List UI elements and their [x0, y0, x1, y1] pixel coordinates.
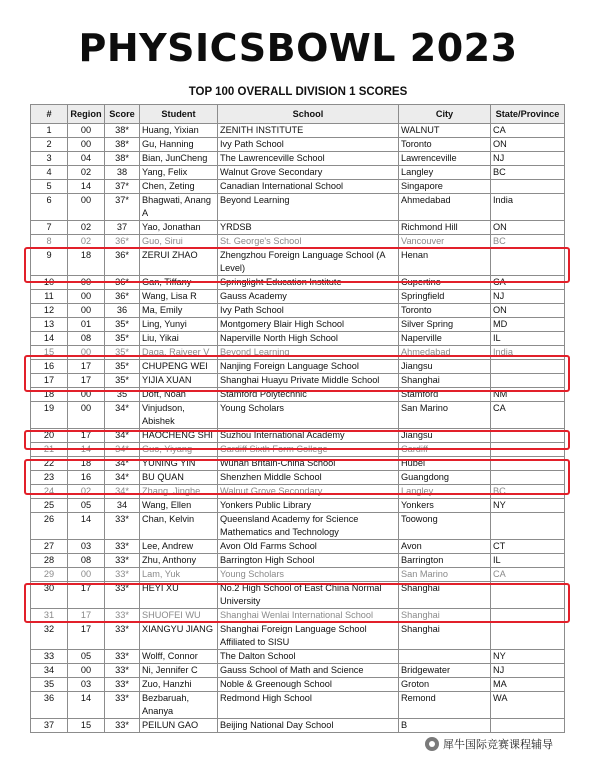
- cell-score: 35*: [105, 360, 140, 374]
- cell-rank: 14: [31, 332, 68, 346]
- cell-student: ZERUI ZHAO: [140, 249, 218, 276]
- table-row: [31, 138, 565, 152]
- cell-region: 04: [68, 152, 105, 166]
- cell-city: Cardiff: [399, 443, 491, 457]
- cell-school: St. George's School: [218, 235, 399, 249]
- cell-rank: 30: [31, 582, 68, 609]
- physicsbowl-logo: PHYSICSBOWL 2023: [78, 26, 518, 70]
- cell-student: Ling, Yunyi: [140, 318, 218, 332]
- cell-state: ON: [491, 304, 565, 318]
- cell-rank: 32: [31, 623, 68, 650]
- cell-school: Montgomery Blair High School: [218, 318, 399, 332]
- cell-state: ON: [491, 221, 565, 235]
- cell-region: 14: [68, 443, 105, 457]
- cell-rank: 23: [31, 471, 68, 485]
- cell-student: HAOCHENG SHI: [140, 429, 218, 443]
- cell-city: Henan: [399, 249, 491, 276]
- table-row: [31, 124, 565, 138]
- cell-rank: 8: [31, 235, 68, 249]
- table-row: [31, 678, 565, 692]
- cell-city: Avon: [399, 540, 491, 554]
- cell-student: Guo, Yiyang: [140, 443, 218, 457]
- highlight-box-row-20: [24, 430, 570, 450]
- cell-score: 34: [105, 499, 140, 513]
- cell-city: Richmond Hill: [399, 221, 491, 235]
- cell-school: Beijing National Day School: [218, 719, 399, 733]
- cell-rank: 7: [31, 221, 68, 235]
- cell-school: Shenzhen Middle School: [218, 471, 399, 485]
- cell-student: Vinjudson, Abishek: [140, 402, 218, 429]
- cell-city: Cupertino: [399, 276, 491, 290]
- cell-region: 00: [68, 138, 105, 152]
- cell-student: Chen, Zeting: [140, 180, 218, 194]
- table-row: [31, 650, 565, 664]
- cell-city: Langley: [399, 166, 491, 180]
- cell-score: 36*: [105, 290, 140, 304]
- cell-region: 14: [68, 692, 105, 719]
- cell-student: Lee, Andrew: [140, 540, 218, 554]
- cell-region: 02: [68, 235, 105, 249]
- cell-region: 08: [68, 332, 105, 346]
- table-row: [31, 623, 565, 650]
- cell-city: Shanghai: [399, 609, 491, 623]
- cell-region: 02: [68, 166, 105, 180]
- cell-city: Toronto: [399, 304, 491, 318]
- cell-school: Walnut Grove Secondary: [218, 166, 399, 180]
- cell-student: Yang, Felix: [140, 166, 218, 180]
- cell-score: 33*: [105, 692, 140, 719]
- cell-school: Ivy Path School: [218, 138, 399, 152]
- cell-student: Bian, JunCheng: [140, 152, 218, 166]
- cell-region: 01: [68, 318, 105, 332]
- cell-region: 02: [68, 221, 105, 235]
- table-row: [31, 152, 565, 166]
- cell-state: MA: [491, 678, 565, 692]
- cell-student: SHUOFEI WU: [140, 609, 218, 623]
- cell-school: Gauss School of Math and Science: [218, 664, 399, 678]
- cell-score: 37: [105, 221, 140, 235]
- column-header-rank: #: [31, 105, 68, 124]
- cell-city: Jiangsu: [399, 429, 491, 443]
- column-header-city: City: [399, 105, 491, 124]
- column-header-state: State/Province: [491, 105, 565, 124]
- cell-region: 00: [68, 304, 105, 318]
- cell-score: 38: [105, 166, 140, 180]
- cell-school: Ivy Path School: [218, 304, 399, 318]
- cell-state: CT: [491, 540, 565, 554]
- cell-region: 00: [68, 194, 105, 221]
- cell-city: Toowong: [399, 513, 491, 540]
- cell-student: Gan, Tiffany: [140, 276, 218, 290]
- cell-region: 00: [68, 346, 105, 360]
- cell-rank: 5: [31, 180, 68, 194]
- cell-school: Beyond Learning: [218, 194, 399, 221]
- highlight-box-row-9: [24, 247, 570, 283]
- cell-city: Groton: [399, 678, 491, 692]
- cell-student: Doft, Noah: [140, 388, 218, 402]
- cell-rank: 10: [31, 276, 68, 290]
- cell-region: 00: [68, 568, 105, 582]
- cell-rank: 36: [31, 692, 68, 719]
- cell-student: YUNING YIN: [140, 457, 218, 471]
- table-row: [31, 402, 565, 429]
- cell-region: 02: [68, 485, 105, 499]
- cell-city: Langley: [399, 485, 491, 499]
- table-row: [31, 290, 565, 304]
- cell-state: IL: [491, 554, 565, 568]
- table-row: [31, 513, 565, 540]
- cell-school: Avon Old Farms School: [218, 540, 399, 554]
- cell-region: 18: [68, 249, 105, 276]
- cell-state: MD: [491, 318, 565, 332]
- cell-state: CA: [491, 402, 565, 429]
- cell-state: [491, 623, 565, 650]
- cell-region: 14: [68, 513, 105, 540]
- cell-region: 00: [68, 664, 105, 678]
- cell-score: 38*: [105, 152, 140, 166]
- cell-state: India: [491, 194, 565, 221]
- cell-score: 36: [105, 304, 140, 318]
- table-row: [31, 332, 565, 346]
- cell-state: CA: [491, 276, 565, 290]
- cell-score: 33*: [105, 568, 140, 582]
- cell-rank: 25: [31, 499, 68, 513]
- cell-city: Hubei: [399, 457, 491, 471]
- cell-state: WA: [491, 692, 565, 719]
- column-header-student: Student: [140, 105, 218, 124]
- cell-region: 14: [68, 180, 105, 194]
- cell-score: 37*: [105, 180, 140, 194]
- cell-city: Shanghai: [399, 374, 491, 388]
- cell-score: 33*: [105, 554, 140, 568]
- cell-region: 00: [68, 402, 105, 429]
- cell-rank: 27: [31, 540, 68, 554]
- column-header-region: Region: [68, 105, 105, 124]
- cell-city: Jiangsu: [399, 360, 491, 374]
- cell-school: Springlight Education Institute: [218, 276, 399, 290]
- cell-rank: 19: [31, 402, 68, 429]
- cell-student: Zhu, Anthony: [140, 554, 218, 568]
- cell-student: Gu, Hanning: [140, 138, 218, 152]
- cell-score: 33*: [105, 582, 140, 609]
- cell-region: 17: [68, 360, 105, 374]
- cell-city: Singapore: [399, 180, 491, 194]
- cell-score: 37*: [105, 194, 140, 221]
- table-row: [31, 664, 565, 678]
- cell-school: Zhengzhou Foreign Language School (A Level): [218, 249, 399, 276]
- cell-score: 34*: [105, 457, 140, 471]
- cell-student: Wolff, Connor: [140, 650, 218, 664]
- cell-school: Beyond Learning: [218, 346, 399, 360]
- cell-state: NY: [491, 499, 565, 513]
- cell-school: Yonkers Public Library: [218, 499, 399, 513]
- cell-city: Bridgewater: [399, 664, 491, 678]
- cell-school: Walnut Grove Secondary: [218, 485, 399, 499]
- cell-state: CA: [491, 568, 565, 582]
- cell-rank: 29: [31, 568, 68, 582]
- cell-city: Remond: [399, 692, 491, 719]
- cell-region: 17: [68, 623, 105, 650]
- cell-rank: 3: [31, 152, 68, 166]
- cell-school: Redmond High School: [218, 692, 399, 719]
- cell-score: 33*: [105, 678, 140, 692]
- cell-student: XIANGYU JIANG: [140, 623, 218, 650]
- cell-region: 05: [68, 650, 105, 664]
- cell-region: 15: [68, 719, 105, 733]
- cell-student: Yao, Jonathan: [140, 221, 218, 235]
- cell-rank: 35: [31, 678, 68, 692]
- cell-school: Gauss Academy: [218, 290, 399, 304]
- table-row: [31, 318, 565, 332]
- cell-score: 36*: [105, 235, 140, 249]
- cell-rank: 15: [31, 346, 68, 360]
- cell-rank: 16: [31, 360, 68, 374]
- cell-state: CA: [491, 124, 565, 138]
- cell-city: Lawrenceville: [399, 152, 491, 166]
- highlight-box-rows-16-17: [24, 355, 570, 392]
- cell-rank: 9: [31, 249, 68, 276]
- cell-student: BU QUAN: [140, 471, 218, 485]
- cell-score: 35: [105, 388, 140, 402]
- cell-region: 17: [68, 609, 105, 623]
- cell-school: The Dalton School: [218, 650, 399, 664]
- cell-state: BC: [491, 166, 565, 180]
- table-row: [31, 221, 565, 235]
- cell-score: 34*: [105, 471, 140, 485]
- cell-rank: 31: [31, 609, 68, 623]
- cell-score: 38*: [105, 124, 140, 138]
- cell-score: 33*: [105, 540, 140, 554]
- cell-school: Shanghai Foreign Language School Affiliated to SISU: [218, 623, 399, 650]
- cell-region: 05: [68, 499, 105, 513]
- cell-school: Nanjing Foreign Language School: [218, 360, 399, 374]
- cell-score: 33*: [105, 719, 140, 733]
- cell-score: 34*: [105, 429, 140, 443]
- cell-region: 00: [68, 290, 105, 304]
- cell-rank: 28: [31, 554, 68, 568]
- cell-school: Cardiff Sixth Form College: [218, 443, 399, 457]
- cell-school: ZENITH INSTITUTE: [218, 124, 399, 138]
- cell-rank: 33: [31, 650, 68, 664]
- cell-score: 33*: [105, 623, 140, 650]
- cell-rank: 4: [31, 166, 68, 180]
- cell-region: 00: [68, 124, 105, 138]
- cell-city: Guangdong: [399, 471, 491, 485]
- cell-score: 36*: [105, 249, 140, 276]
- cell-region: 17: [68, 374, 105, 388]
- table-row: [31, 180, 565, 194]
- cell-state: India: [491, 346, 565, 360]
- table-row: [31, 194, 565, 221]
- cell-city: Shanghai: [399, 623, 491, 650]
- cell-city: [399, 650, 491, 664]
- cell-score: 34*: [105, 402, 140, 429]
- cell-city: Toronto: [399, 138, 491, 152]
- cell-state: [491, 719, 565, 733]
- cell-student: Chan, Kelvin: [140, 513, 218, 540]
- cell-student: Bhagwati, Anang A: [140, 194, 218, 221]
- cell-rank: 13: [31, 318, 68, 332]
- cell-state: NJ: [491, 152, 565, 166]
- cell-student: CHUPENG WEI: [140, 360, 218, 374]
- page-title: TOP 100 OVERALL DIVISION 1 SCORES: [188, 86, 408, 98]
- cell-state: IL: [491, 332, 565, 346]
- cell-student: Daga, Rajveer V: [140, 346, 218, 360]
- cell-region: 17: [68, 582, 105, 609]
- cell-score: 35*: [105, 374, 140, 388]
- cell-state: ON: [491, 138, 565, 152]
- cell-school: Noble & Greenough School: [218, 678, 399, 692]
- cell-score: 34*: [105, 443, 140, 457]
- table-row: [31, 540, 565, 554]
- cell-state: [491, 513, 565, 540]
- watermark-text: 犀牛国际竞赛课程辅导: [443, 739, 553, 751]
- cell-state: BC: [491, 235, 565, 249]
- cell-student: Huang, Yixian: [140, 124, 218, 138]
- cell-school: Wuhan Britain-China School: [218, 457, 399, 471]
- cell-student: Zuo, Hanzhi: [140, 678, 218, 692]
- cell-region: 17: [68, 429, 105, 443]
- cell-score: 35*: [105, 332, 140, 346]
- cell-school: Naperville North High School: [218, 332, 399, 346]
- cell-student: Ma, Emily: [140, 304, 218, 318]
- cell-rank: 6: [31, 194, 68, 221]
- cell-student: Wang, Lisa R: [140, 290, 218, 304]
- scores-table: [30, 104, 565, 733]
- cell-state: NY: [491, 650, 565, 664]
- cell-city: Shanghai: [399, 582, 491, 609]
- table-row: [31, 499, 565, 513]
- table-header-row: [31, 105, 565, 124]
- cell-city: Barrington: [399, 554, 491, 568]
- cell-rank: 34: [31, 664, 68, 678]
- cell-state: NM: [491, 388, 565, 402]
- cell-school: Shanghai Wenlai International School: [218, 609, 399, 623]
- cell-rank: 20: [31, 429, 68, 443]
- cell-score: 33*: [105, 609, 140, 623]
- highlight-box-row-30: [24, 583, 570, 623]
- cell-school: YRDSB: [218, 221, 399, 235]
- cell-student: HEYI XU: [140, 582, 218, 609]
- cell-score: 33*: [105, 513, 140, 540]
- cell-school: Young Scholars: [218, 402, 399, 429]
- cell-rank: 26: [31, 513, 68, 540]
- cell-city: Stamford: [399, 388, 491, 402]
- cell-score: 34*: [105, 485, 140, 499]
- cell-score: 36*: [105, 276, 140, 290]
- watermark: [425, 733, 595, 755]
- table-row: [31, 568, 565, 582]
- cell-city: Yonkers: [399, 499, 491, 513]
- cell-score: 33*: [105, 650, 140, 664]
- cell-city: Silver Spring: [399, 318, 491, 332]
- cell-rank: 11: [31, 290, 68, 304]
- cell-rank: 37: [31, 719, 68, 733]
- table-row: [31, 692, 565, 719]
- cell-student: Guo, Sirui: [140, 235, 218, 249]
- cell-score: 33*: [105, 664, 140, 678]
- column-header-school: School: [218, 105, 399, 124]
- cell-school: Shanghai Huayu Private Middle School: [218, 374, 399, 388]
- cell-rank: 1: [31, 124, 68, 138]
- cell-student: PEILUN GAO: [140, 719, 218, 733]
- cell-score: 35*: [105, 346, 140, 360]
- cell-region: 18: [68, 457, 105, 471]
- cell-rank: 22: [31, 457, 68, 471]
- cell-school: Stamford Polytechnic: [218, 388, 399, 402]
- cell-city: Ahmedabad: [399, 346, 491, 360]
- cell-score: 38*: [105, 138, 140, 152]
- cell-city: WALNUT: [399, 124, 491, 138]
- cell-score: 35*: [105, 318, 140, 332]
- table-row: [31, 304, 565, 318]
- cell-school: Young Scholars: [218, 568, 399, 582]
- cell-student: Zhang, Jinghe: [140, 485, 218, 499]
- cell-school: The Lawrenceville School: [218, 152, 399, 166]
- wechat-icon: [425, 737, 439, 751]
- cell-rank: 17: [31, 374, 68, 388]
- cell-city: San Marino: [399, 402, 491, 429]
- cell-rank: 12: [31, 304, 68, 318]
- cell-student: Bezbaruah, Ananya: [140, 692, 218, 719]
- cell-rank: 2: [31, 138, 68, 152]
- cell-student: Lam, Yuk: [140, 568, 218, 582]
- cell-region: 16: [68, 471, 105, 485]
- cell-school: Queensland Academy for Science Mathematics and Technology: [218, 513, 399, 540]
- cell-student: YIJIA XUAN: [140, 374, 218, 388]
- cell-student: Ni, Jennifer C: [140, 664, 218, 678]
- cell-region: 00: [68, 276, 105, 290]
- cell-state: BC: [491, 485, 565, 499]
- cell-city: B: [399, 719, 491, 733]
- cell-region: 03: [68, 678, 105, 692]
- cell-city: Ahmedabad: [399, 194, 491, 221]
- cell-school: No.2 High School of East China Normal University: [218, 582, 399, 609]
- table-row: [31, 166, 565, 180]
- cell-city: San Marino: [399, 568, 491, 582]
- table-row: [31, 719, 565, 733]
- table-row: [31, 554, 565, 568]
- cell-student: Wang, Ellen: [140, 499, 218, 513]
- cell-rank: 24: [31, 485, 68, 499]
- cell-city: Springfield: [399, 290, 491, 304]
- cell-state: [491, 180, 565, 194]
- cell-school: Barrington High School: [218, 554, 399, 568]
- cell-region: 03: [68, 540, 105, 554]
- cell-state: NJ: [491, 664, 565, 678]
- cell-rank: 21: [31, 443, 68, 457]
- cell-region: 00: [68, 388, 105, 402]
- column-header-score: Score: [105, 105, 140, 124]
- cell-state: NJ: [491, 290, 565, 304]
- highlight-box-rows-22-23: [24, 459, 570, 495]
- cell-school: Suzhou International Academy: [218, 429, 399, 443]
- cell-rank: 18: [31, 388, 68, 402]
- cell-school: Canadian International School: [218, 180, 399, 194]
- cell-city: Naperville: [399, 332, 491, 346]
- cell-region: 08: [68, 554, 105, 568]
- cell-city: Vancouver: [399, 235, 491, 249]
- cell-student: Liu, Yikai: [140, 332, 218, 346]
